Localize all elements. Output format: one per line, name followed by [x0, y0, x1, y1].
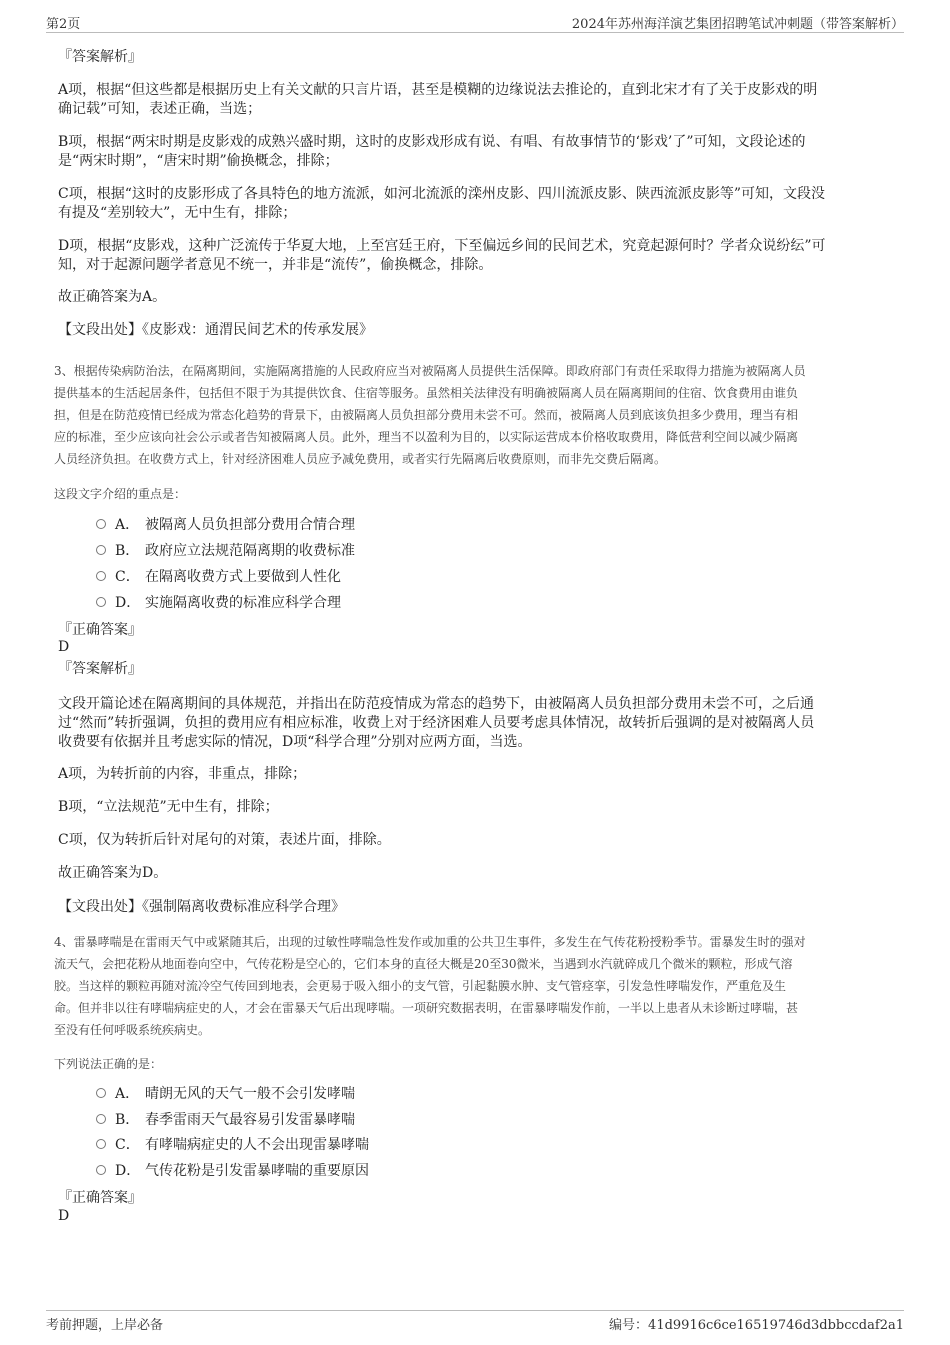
radio-button-icon[interactable] — [96, 1165, 106, 1175]
radio-button-icon[interactable] — [96, 571, 106, 581]
q3-option-b-analysis: B项，“立法规范”无中生有，排除； — [58, 799, 279, 815]
q3-analysis-line: 文段开篇论述在隔离期间的具体规范，并指出在防范疫情成为常态的趋势下，由被隔离人员负担部分费用未尝不可，之后通 — [58, 696, 814, 712]
q4-passage-line: 胶。当这样的颗粒再随对流冷空气传回到地表，会更易于吸入细小的支气管，引起黏膜水肿、支气管痉挛，引发急性哮喘发作，严重危及生 — [54, 979, 787, 993]
option-letter: A． — [115, 517, 140, 533]
option-letter: D． — [115, 1163, 141, 1179]
q3-analysis-line: 过“然而”转折强调，负担的费用应有相应标准，收费上对于经济困难人员要考虑具体情况，故转折后强调的是对被隔离人员 — [58, 715, 815, 731]
q3-conclusion: 故正确答案为D。 — [58, 865, 168, 881]
q3-option-a[interactable] — [96, 514, 355, 534]
q2-option-d-analysis: D项，根据“皮影戏，这种广泛流传于华夏大地，上至宫廷王府，下至偏远乡间的民间艺术，究竟起源何时？学者众说纷纭”可 — [58, 238, 826, 254]
option-text: 在隔离收费方式上要做到人性化 — [145, 569, 341, 585]
q4-option-b[interactable] — [96, 1109, 355, 1129]
q3-option-c[interactable] — [96, 566, 341, 586]
q4-passage-line: 4、雷暴哮喘是在雷雨天气中或紧随其后，出现的过敏性哮喘急性发作或加重的公共卫生事件，多发生在气传花粉授粉季节。雷暴发生时的强对 — [54, 935, 806, 949]
q3-option-a-analysis: A项，为转折前的内容，非重点，排除； — [58, 766, 307, 782]
page-header — [0, 0, 950, 34]
q3-option-c-analysis: C项，仅为转折后针对尾句的对策，表述片面，排除。 — [58, 832, 391, 848]
q3-passage-line: 担，但是在防范疫情已经成为常态化趋势的背景下，由被隔离人员负担部分费用未尝不可。然而，被隔离人员到底该负担多少费用，理当有相 — [54, 408, 799, 422]
option-text: 气传花粉是引发雷暴哮喘的重要原因 — [145, 1163, 369, 1179]
q2-option-b-analysis: 是“两宋时期”，“唐宋时期”偷换概念，排除； — [58, 153, 339, 169]
option-text: 晴朗无风的天气一般不会引发哮喘 — [145, 1086, 355, 1102]
q4-passage-line: 命。但并非以往有哮喘病症史的人，才会在雷暴天气后出现哮喘。一项研究数据表明，在雷暴哮喘发作前，一半以上患者从未诊断过哮喘，甚 — [54, 1001, 799, 1015]
q4-answer-label: 『正确答案』 — [58, 1190, 142, 1206]
q3-analysis-label: 『答案解析』 — [58, 661, 142, 677]
radio-button-icon[interactable] — [96, 519, 106, 529]
radio-button-icon[interactable] — [96, 545, 106, 555]
radio-button-icon[interactable] — [96, 597, 106, 607]
footer-divider — [46, 1310, 904, 1311]
q3-prompt: 这段文字介绍的重点是： — [54, 487, 187, 501]
q3-analysis-line: 收费要有依据并且考虑实际的情况，D项“科学合理”分别对应两方面，当选。 — [58, 734, 532, 750]
q3-source: 【文段出处】《强制隔离收费标准应科学合理》 — [58, 899, 345, 915]
q2-option-c-analysis: 有提及“差别较大”，无中生有，排除； — [58, 205, 297, 221]
q2-option-b-analysis: B项，根据“两宋时期是皮影戏的成熟兴盛时期，这时的皮影戏形成有说、有唱、有故事情节的‘影戏’了”可知，文段论述的 — [58, 134, 806, 150]
q4-prompt: 下列说法正确的是： — [54, 1057, 163, 1071]
option-text: 春季雷雨天气最容易引发雷暴哮喘 — [145, 1112, 355, 1128]
q2-source: 【文段出处】《皮影戏：通渭民间艺术的传承发展》 — [58, 322, 373, 338]
footer-slogan: 考前押题，上岸必备 — [46, 1318, 164, 1333]
option-letter: B． — [115, 1112, 140, 1128]
q3-option-b[interactable] — [96, 540, 355, 560]
q4-answer: D — [58, 1208, 70, 1224]
footer-document-id: 编号：41d9916c6ce16519746d3dbbccdaf2a1 — [609, 1318, 904, 1333]
radio-button-icon[interactable] — [96, 1088, 106, 1098]
option-letter: D． — [115, 595, 141, 611]
q4-option-d[interactable] — [96, 1160, 369, 1180]
option-text: 实施隔离收费的标准应科学合理 — [145, 595, 341, 611]
q4-passage-line: 至没有任何呼吸系统疾病史。 — [54, 1023, 211, 1037]
page-number: 第2页 — [46, 17, 81, 32]
q2-analysis-label: 『答案解析』 — [58, 49, 142, 65]
q3-passage-line: 提供基本的生活起居条件，包括但不限于为其提供饮食、住宿等服务。虽然相关法律没有明确被隔离人员在隔离期间的住宿、饮食费用由谁负 — [54, 386, 799, 400]
option-letter: C． — [115, 1137, 140, 1153]
q2-option-d-analysis: 知，对于起源问题学者意见不统一，并非是“流传”，偷换概念，排除。 — [58, 257, 493, 273]
option-letter: A． — [115, 1086, 140, 1102]
option-text: 被隔离人员负担部分费用合情合理 — [145, 517, 355, 533]
q3-option-d[interactable] — [96, 592, 341, 612]
radio-button-icon[interactable] — [96, 1114, 106, 1124]
q3-answer-label: 『正确答案』 — [58, 622, 142, 638]
q4-option-a[interactable] — [96, 1083, 355, 1103]
option-text: 有哮喘病症史的人不会出现雷暴哮喘 — [145, 1137, 369, 1153]
q2-conclusion: 故正确答案为A。 — [58, 289, 167, 305]
q2-option-a-analysis: A项，根据“但这些都是根据历史上有关文献的只言片语，甚至是模糊的边缘说法去推论的，直到北宋才有了关于皮影戏的明 — [58, 82, 818, 98]
option-text: 政府应立法规范隔离期的收费标准 — [145, 543, 355, 559]
radio-button-icon[interactable] — [96, 1139, 106, 1149]
q4-passage-line: 流天气，会把花粉从地面卷向空中，气传花粉是空心的，它们本身的直径大概是20至30微米，当遇到水汽就碎成几个微米的颗粒，形成气溶 — [54, 957, 793, 971]
q3-passage-line: 应的标准，至少应该向社会公示或者告知被隔离人员。此外，理当不以盈利为目的，以实际运营成本价格收取费用，降低营利空间以减少隔离 — [54, 430, 799, 444]
q2-option-c-analysis: C项，根据“这时的皮影形成了各具特色的地方流派，如河北流派的滦州皮影、四川流派皮影、陕西流派皮影等”可知，文段没 — [58, 186, 826, 202]
document-title: 2024年苏州海洋演艺集团招聘笔试冲刺题（带答案解析） — [571, 17, 904, 32]
option-letter: C． — [115, 569, 140, 585]
q2-option-a-analysis: 确记载”可知，表述正确，当选； — [58, 101, 262, 117]
q4-option-c[interactable] — [96, 1134, 369, 1154]
q3-passage-line: 人员经济负担。在收费方式上，针对经济困难人员应予减免费用，或者实行先隔离后收费原则，而非先交费后隔离。 — [54, 452, 667, 466]
header-divider — [46, 32, 904, 33]
option-letter: B． — [115, 543, 140, 559]
q3-passage-line: 3、根据传染病防治法，在隔离期间，实施隔离措施的人民政府应当对被隔离人员提供生活保障。即政府部门有责任采取得力措施为被隔离人员 — [54, 364, 806, 378]
q3-answer: D — [58, 639, 70, 655]
